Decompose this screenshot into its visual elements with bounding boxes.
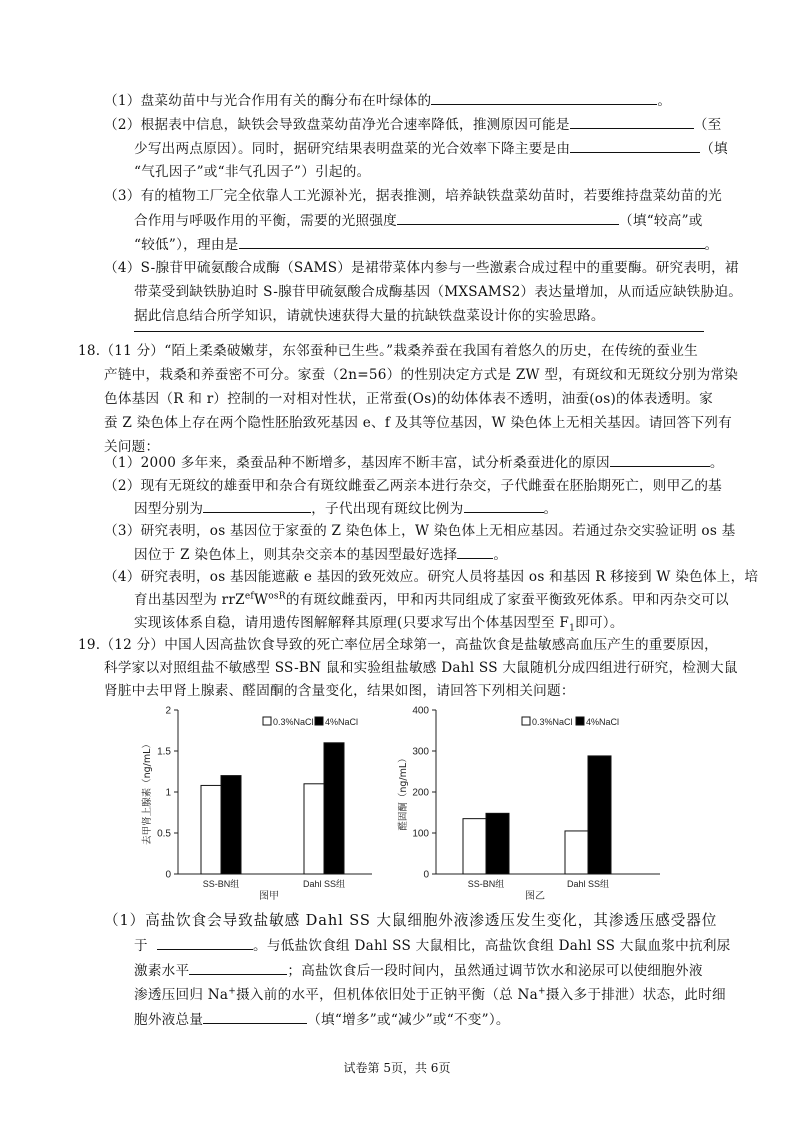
answer-blank[interactable] [203,498,311,513]
page-footer: 试卷第 5页，共 6页 [343,1061,451,1075]
y-tick-label: 1.5 [157,746,171,758]
bar [201,785,221,874]
y-axis-label: 去甲肾上腺素（ng/mL） [142,739,153,845]
answer-blank[interactable] [570,114,694,129]
y-tick-label: 0 [165,869,171,881]
q19-line-1: 19.（12 分）中国人因高盐饮食导致的死亡率位居全球第一，高盐饮食是盐敏感高血压产生的重要原因， [78,637,719,653]
q17-line-8: （4）S-腺苷甲硫氨酸合成酶（SAMS）是裙带菜体内参与一些激素合成过程中的重要酶。研究表明，裙 [104,260,739,276]
q19-answer-line-3: 激素水平 ；高盐饮食后一段时间内，虽然通过调节饮水和泌尿可以使细胞外液 [134,960,703,981]
q17-line-2: （2）根据表中信息，缺铁会导致盘菜幼苗净光合速率降低，推测原因可能是 （至 [104,114,721,135]
category-label: SS-BN组 [202,879,240,889]
bar [221,776,241,874]
figure-b [390,700,665,900]
answer-blank[interactable] [397,210,619,225]
q19-line-2: 科学家以对照组盐不敏感型 SS-BN 鼠和实验组盐敏感 Dahl SS 大鼠随机分成四组进行研究，检测大鼠 [104,660,738,676]
answer-blank[interactable] [570,138,700,153]
legend-swatch [315,717,323,725]
chart-a-svg [130,700,378,900]
figure-caption: 图甲 [259,891,279,900]
q18-line-13: 实现该体系自稳，请用遗传图解解释其原理(只要求写出个体基因型至 $F_1$即可）。 [134,615,624,634]
q18-line-2: 产链中，栽桑和养蚕密不可分。家蚕（2n=56）的性别决定方式是 ZW 型，有斑纹和无斑纹分别为常染 [104,367,739,383]
bar [565,831,588,874]
q18-line-3: 色体基因（R 和 r）控制的一对相对性状，正常蚕(Os)的幼体体表不透明，油蚕(os)的体表透明。家 [104,391,713,407]
answer-blank[interactable] [464,498,544,513]
figure-a [130,700,378,900]
answer-blank[interactable] [203,1009,307,1024]
answer-blank[interactable] [189,960,287,975]
q18-line-4: 蚕 Z 染色体上存在两个隐性胚胎致死基因 e、f 及其等位基因，W 染色体上无相关基因。请回答下列有 [104,415,732,431]
q19-answer-line-4: 渗透压回归 Na+摄入前的水平，但机体依旧处于正钠平衡（总 Na+摄入多于排泄）状态，此时细 [134,986,726,1003]
category-label: Dahl SS组 [302,879,346,889]
bar [324,743,344,874]
bar [486,813,509,874]
y-tick-label: 2 [165,705,171,717]
y-axis-label: 醛固酮（ng/mL） [398,753,409,831]
bar [588,756,611,874]
q18-line-7: （2）现有无斑纹的雄蚕甲和杂合有斑纹雌蚕乙两亲本进行杂交，子代雌蚕在胚胎期死亡，则甲乙的基 [104,478,723,494]
q17-line-4: “气孔因子”或“非气孔因子”）引起的。 [134,164,371,180]
bar [304,784,324,874]
legend-label: 0.3%NaCl [532,717,573,727]
legend-label: 0.3%NaCl [273,717,314,727]
chart-b-svg [390,700,665,900]
q17-line-1: （1）盘菜幼苗中与光合作用有关的酶分布在叶绿体的 。 [104,90,671,111]
q18-line-8: 因型分别为 ，子代出现有斑纹比例为 。 [134,498,557,519]
y-tick-label: 0.5 [157,828,171,840]
y-tick-label: 1 [165,787,171,799]
q18-line-9: （3）研究表明，os 基因位于家蚕的 Z 染色体上，W 染色体上无相应基因。若通过杂交实验证明 os 基 [104,523,736,539]
y-tick-label: 400 [412,705,429,717]
q18-line-1: 18.（11 分）“陌上柔桑破嫩芽，东邻蚕种已生些。”栽桑养蚕在我国有着悠久的历史，在传统的蚕业生 [78,343,698,359]
y-tick-label: 0 [423,869,429,881]
legend-swatch [522,717,530,725]
q17-line-9: 带菜受到缺铁胁迫时 S-腺苷甲硫氨酸合成酶基因（MXSAMS2）表达量增加，从而适应缺铁胁迫。 [134,284,743,300]
q17-line-5: （3）有的植物工厂完全依靠人工光源补光，据表推测，培养缺铁盘菜幼苗时，若要维持盘菜幼苗的光 [104,188,723,204]
legend-label: 4%NaCl [325,717,359,727]
answer-blank[interactable] [431,90,657,105]
figure-caption: 图乙 [525,891,545,900]
answer-line[interactable] [134,331,704,332]
y-tick-label: 300 [412,746,429,758]
q17-line-10: 据此信息结合所学知识，请就快速获得大量的抗缺铁盘菜设计你的实验思路。 [134,308,605,324]
bar [463,819,486,874]
q17-line-7: “较低”），理由是 。 [134,234,718,255]
q18-line-10: 因位于 Z 染色体上，则其杂交亲本的基因型最好选择 。 [134,544,507,565]
answer-blank[interactable] [610,452,710,467]
legend-label: 4%NaCl [586,717,620,727]
answer-blank[interactable] [239,234,705,249]
category-label: SS-BN组 [467,879,505,889]
q18-line-12: 育出基因型为 $rrZ^{ef}W^{osR}$的有斑纹雌蚕丙，甲和丙共同组成了家蚕平衡致死体系。甲和丙杂交可以 [134,591,729,608]
legend-swatch [576,717,584,725]
category-label: Dahl SS组 [566,879,610,889]
q17-line-6: 合作用与呼吸作用的平衡，需要的光照强度 （填“较高”或 [134,210,703,231]
q19-line-3: 肾脏中去甲肾上腺素、醛固酮的含量变化，结果如图，请回答下列相关问题： [104,683,575,699]
q18-line-5: 关问题： [104,439,160,455]
q19-answer-line-5: 胞外液总量 （填“增多”或“减少”或“不变”）。 [134,1009,510,1030]
q17-line-3: 少写出两点原因）。同时，据研究结果表明盘菜的光合效率下降主要是由 （填 [134,138,728,159]
q18-line-6: （1）2000 多年来，桑蚕品种不断增多，基因库不断丰富，试分析桑蚕进化的原因 。 [104,452,724,473]
q18-line-11: （4）研究表明，os 基因能遮蔽 e 基因的致死效应。研究人员将基因 os 和基因 R 移接到 W 染色体上，培 [104,569,759,585]
q19-answer-line-2: 于 。与低盐饮食组 Dahl SS 大鼠相比，高盐饮食组 Dahl SS 大鼠血浆中抗利尿 [134,935,731,956]
answer-blank[interactable] [457,544,493,559]
q19-answer-line-1: （1）高盐饮食会导致盐敏感 Dahl SS 大鼠细胞外液渗透压发生变化，其渗透压感受器位 [104,912,718,929]
y-tick-label: 200 [412,787,429,799]
answer-blank[interactable] [157,935,253,950]
y-tick-label: 100 [412,828,429,840]
legend-swatch [263,717,271,725]
